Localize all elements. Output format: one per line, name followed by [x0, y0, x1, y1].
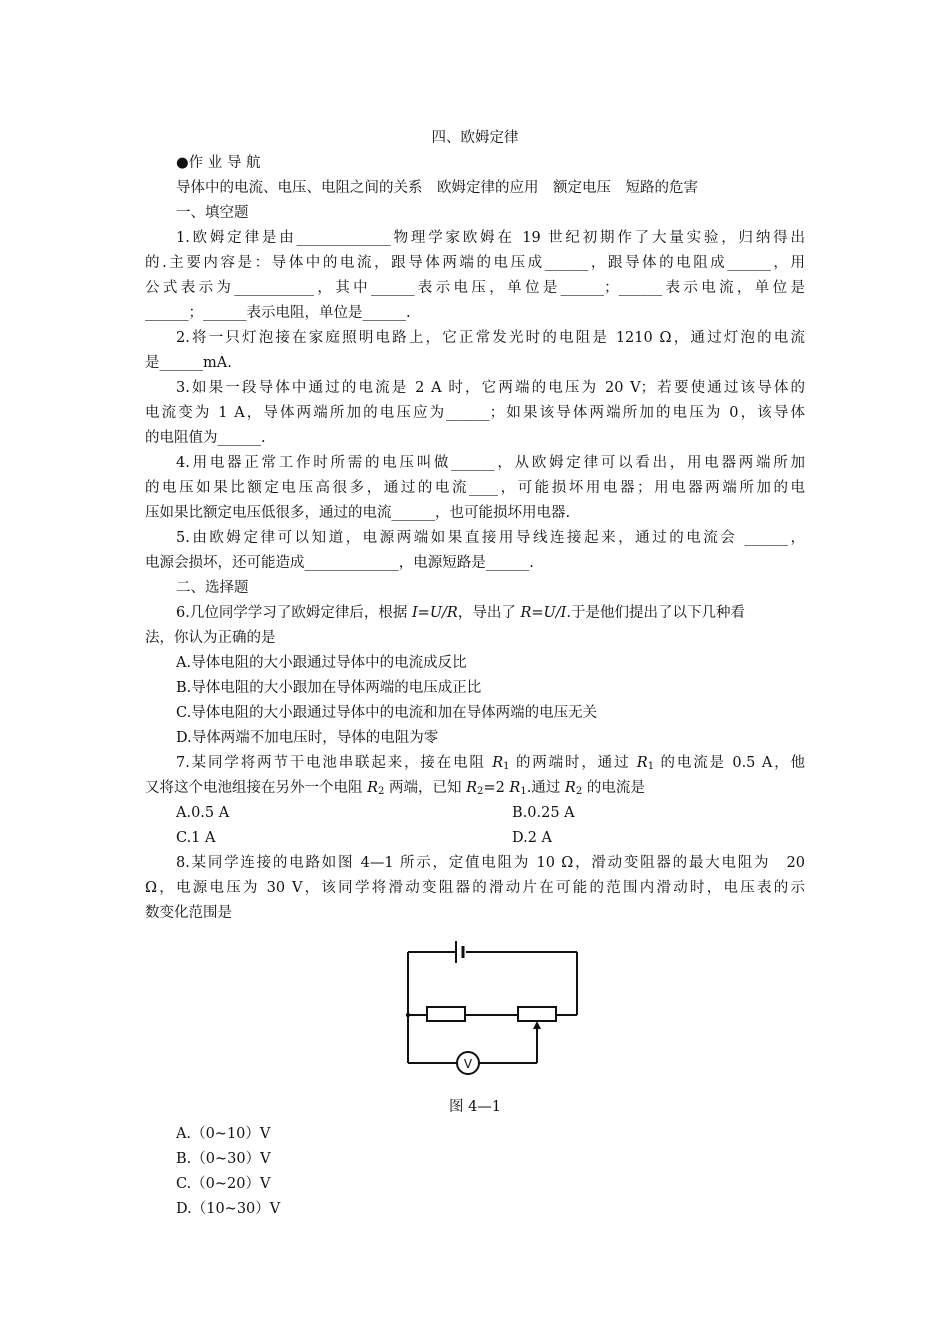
q8-option: B.（0~30）V — [176, 1151, 271, 1167]
q5-line: 5.由欧姆定律可以知道，电源两端如果直接用导线连接起来，通过的电流会 ______， — [176, 530, 805, 546]
guide-heading: ●作 业 导 航 — [176, 155, 261, 171]
q8-line: 8.某同学连接的电路如图 4—1 所示，定值电阻为 10 Ω，滑动变阻器的最大电阻为 20 — [176, 855, 805, 871]
voltmeter-label: V — [463, 1057, 473, 1071]
q6-option: A.导体电阻的大小跟通过导体中的电流成反比 — [176, 655, 467, 671]
q8-line: 数变化范围是 — [145, 905, 232, 921]
q7-option: B.0.25 A — [512, 805, 575, 821]
q7-option: D.2 A — [512, 830, 553, 846]
q6-option: B.导体电阻的大小跟加在导体两端的电压成正比 — [176, 680, 482, 696]
q2-line: 是______mA. — [145, 355, 232, 371]
fixed-resistor — [427, 1007, 465, 1021]
q7-line: 7.某同学将两节干电池串联起来，接在电阻 $R_1$ 的两端时，通过 $R_1$ 的电流是 0.5 A，他 — [176, 755, 805, 772]
slider-arrow — [533, 1021, 541, 1029]
q7-line: 又将这个电池组接在另外一个电阻 $R_2$ 两端，已知 $R_2=2$ $R_1$.通过 $R_2$ 的电流是 — [145, 780, 645, 797]
q3-line: 的电阻值为______. — [145, 430, 266, 446]
q7-option: A.0.5 A — [176, 805, 230, 821]
q6-line: 法，你认为正确的是 — [145, 630, 276, 646]
q8-option: A.（0~10）V — [176, 1126, 271, 1142]
figure-caption: 图 4—1 — [448, 1099, 502, 1115]
section-fill-blank: 一、填空题 — [176, 205, 249, 221]
q8-option: C.（0~20）V — [176, 1176, 271, 1192]
page-title: 四、欧姆定律 — [431, 130, 519, 146]
q6-option: D.导体两端不加电压时，导体的电阻为零 — [176, 730, 439, 746]
section-multiple-choice: 二、选择题 — [176, 580, 249, 596]
q1-line: 1.欧姆定律是由_____________物理学家欧姆在 19 世纪初期作了大量实验，归纳得出 — [176, 230, 805, 246]
q6-line: 6.几位同学学习了欧姆定律后，根据 I=U/R，导出了 R=U/I.于是他们提出了以下几种看 — [176, 605, 745, 621]
q7-option: C.1 A — [176, 830, 216, 846]
q1-line: ______；______表示电阻，单位是______. — [145, 305, 411, 321]
circuit-diagram — [395, 935, 595, 1085]
q6-option: C.导体电阻的大小跟通过导体中的电流和加在导体两端的电压无关 — [176, 705, 598, 721]
q1-line: 的.主要内容是：导体中的电流，跟导体两端的电压成______，跟导体的电阻成______，用 — [145, 255, 805, 271]
q5-line: 电源会损坏，还可能造成_____________，电源短路是______. — [145, 555, 534, 571]
q8-option: D.（10~30）V — [176, 1201, 281, 1217]
q4-line: 压如果比额定电压低很多，通过的电流______，也可能损坏用电器. — [145, 505, 571, 521]
junction — [406, 1013, 410, 1017]
q4-line: 4.用电器正常工作时所需的电压叫做______，从欧姆定律可以看出，用电器两端所加 — [176, 455, 805, 471]
q1-line: 公式表示为___________，其中______表示电压，单位是______；______表示电流，单位是 — [145, 280, 805, 296]
q2-line: 2.将一只灯泡接在家庭照明电路上，它正常发光时的电阻是 1210 Ω，通过灯泡的电流 — [176, 330, 805, 346]
q3-line: 电流变为 1 A，导体两端所加的电压应为______；如果该导体两端所加的电压为 0，该导体 — [145, 405, 805, 421]
rheostat — [518, 1007, 556, 1021]
q3-line: 3.如果一段导体中通过的电流是 2 A 时，它两端的电压为 20 V；若要使通过该导体的 — [176, 380, 805, 396]
q8-line: Ω，电源电压为 30 V，该同学将滑动变阻器的滑动片在可能的范围内滑动时，电压表的示 — [145, 880, 805, 896]
guide-topics: 导体中的电流、电压、电阻之间的关系 欧姆定律的应用 额定电压 短路的危害 — [176, 180, 698, 196]
q4-line: 的电压如果比额定电压高很多，通过的电流____，可能损坏用电器；用电器两端所加的电 — [145, 480, 805, 496]
